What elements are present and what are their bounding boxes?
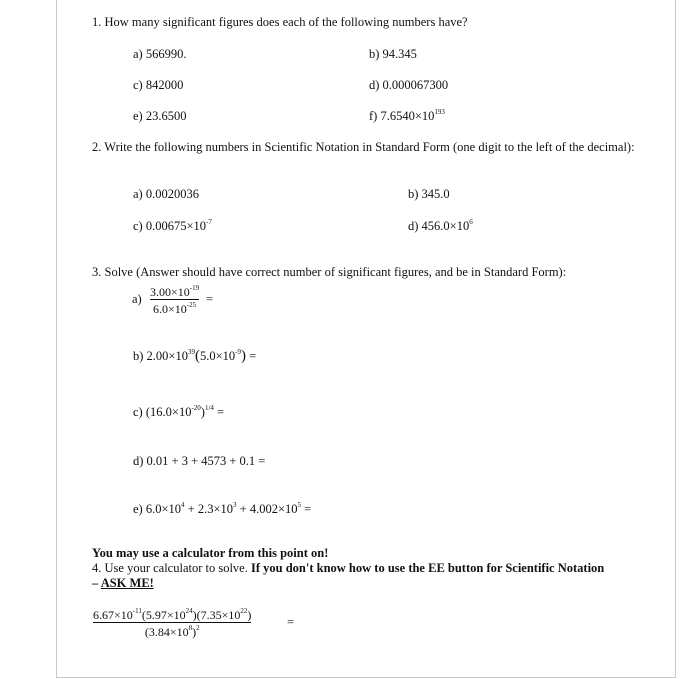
q3-item-a-label: a)	[132, 292, 142, 306]
q2-item-c: c) $0.00675\times 10^{-7}$	[133, 218, 212, 233]
q3-item-a-fraction	[150, 285, 199, 316]
q2-item-b: b) 345.0	[408, 187, 450, 201]
q1-item-d: d) 0.000067300	[369, 78, 449, 92]
q2-item-a: a) 0.0020036	[133, 187, 199, 201]
q2-item-d: d) $456.0\times 10^6$	[408, 218, 473, 233]
q1-item-a: a) 566990.	[133, 47, 187, 61]
q3-a-denominator: $6.0\times 10^{-25}$	[150, 299, 199, 316]
q3-item-e: e) $6.0\times 10^4 + 2.3\times 10^3 + 4.002\times 10^5$ =	[133, 501, 312, 516]
q4-denominator: $(3.84\times 10^8)^2$	[93, 622, 251, 639]
q1-item-f: f) $7.6540\times 10^{193}$	[369, 108, 445, 123]
ask-me-text: ASK ME!	[100, 576, 154, 590]
q3-a-numerator: $3.00\times 10^{-19}$	[150, 284, 200, 299]
q4-instruction-line2: – ASK ME!	[92, 576, 154, 590]
calculator-note: You may use a calculator from this point on!	[92, 546, 329, 560]
q4-instruction-line1: 4. Use your calculator to solve. If you don't know how to use the EE button for Scientific Notation	[92, 561, 605, 575]
q3-item-c: c) $(16.0\times 10^{-20})^{1/4}$ =	[133, 404, 225, 419]
q1-item-c: c) 842000	[133, 78, 184, 92]
q1-question: 1. How many significant figures does each of the following numbers have?	[92, 15, 468, 29]
q1-item-e: e) 23.6500	[133, 109, 187, 123]
q4-fraction	[93, 608, 251, 639]
q2-question: 2. Write the following numbers in Scientific Notation in Standard Form (one digit to the left of the decimal):	[92, 140, 635, 154]
q1-item-b: b) 94.345	[369, 47, 417, 61]
q3-question: 3. Solve (Answer should have correct number of significant figures, and be in Standard Form):	[92, 265, 567, 279]
q3-item-d: d) 0.01 + 3 + 4573 + 0.1 =	[133, 454, 266, 468]
q3-item-b: b) $2.00\times 10^{39}(5.0\times 10^{-9})$ =	[133, 348, 257, 364]
q3-a-equals: =	[206, 292, 214, 306]
q4-numerator: $6.67\times 10^{-11}(5.97\times 10^{24})(7.35\times 10^{22})$	[93, 607, 252, 622]
q4-equals: =	[287, 615, 295, 629]
